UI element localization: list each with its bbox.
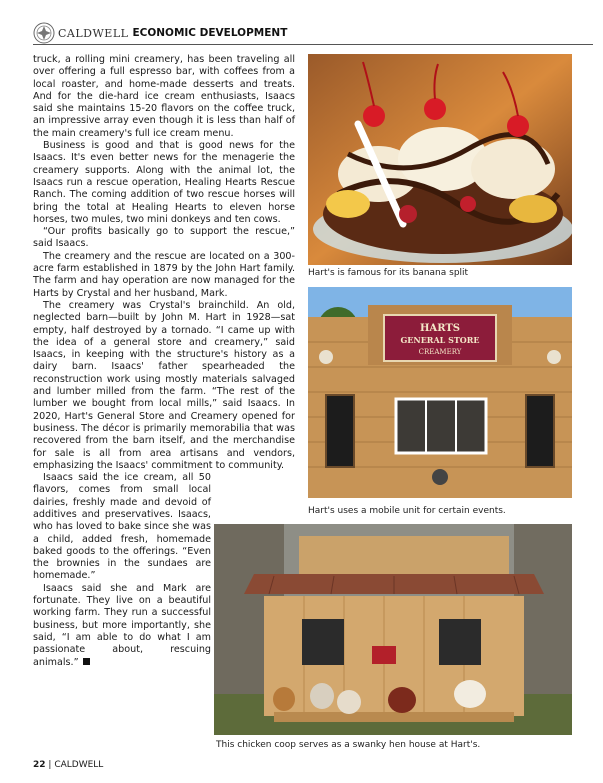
sign-line-creamery: CREAMERY (418, 348, 462, 356)
article-paragraph: Business is good and that is good news for the Isaacs. It's even better news for the menagerie the creamery supports. Along with the animal lot, the Isaacs run a rescue operation, Healing Hearts Rescue Ranch. The coming addition of two rescue horses will bring the total at Healing Hearts to eleven horse horses, two mules, two mini donkeys and ten cows. (33, 140, 295, 225)
header-divider (33, 44, 593, 45)
page-header (33, 22, 287, 44)
publication-name: CALDWELL (58, 26, 129, 40)
page-footer (33, 760, 103, 770)
chicken-coop-photo (214, 524, 572, 735)
article-paragraph: The creamery and the rescue are located on a 300-acre farm established in 1879 by the John Hart family. The farm and hay operation are now managed for the Harts by Crystal and her husband, Mark. (33, 250, 295, 299)
chicken-coop-caption: This chicken coop serves as a swanky hen house at Hart's. (216, 740, 481, 750)
mobile-unit-caption: Hart's uses a mobile unit for certain events. (308, 506, 506, 516)
end-mark-icon (83, 658, 90, 665)
footer-publication: CALDWELL (54, 760, 104, 770)
article-paragraph: truck, a rolling mini creamery, has been traveling all over offering a full espresso bar, with coffees from a local roaster, and home-made desserts and treats. And for the die-hard ice cream enthusiasts, Isaacs said she maintains 15-20 flavors on the coffee truck, an impressive array even though it is less than half of the main creamery's full ice cream menu. (33, 54, 295, 139)
banana-split-photo (308, 54, 572, 265)
article-paragraph: Isaacs said the ice cream, all 50 flavors, comes from small local dairies, freshly made and devoid of additives and preservatives. Isaacs, who has loved to bake since she was a child, added fresh, homemade baked goods to the offerings. “Even the brownies in the sundaes are homemade.” (33, 472, 211, 582)
caldwell-seal-icon (33, 22, 55, 44)
footer-separator: | (48, 760, 55, 770)
article-paragraph: “Our profits basically go to support the rescue,” said Isaacs. (33, 226, 295, 250)
banana-split-caption: Hart's is famous for its banana split (308, 268, 469, 278)
closing-paragraph-text: Isaacs said she and Mark are fortunate. They live on a beautiful working farm. They run a successful business, but more importantly, she said, “I am able to do what I am passionate about, rescuing animals.” (33, 582, 211, 668)
article-paragraph: The creamery was Crystal's brainchild. An old, neglected barn—built by John M. Hart in 1928—sat empty, half destroyed by a tornado. “I came up with the idea of a general store and creamery,” said Isaacs, in keeping with the structure's history as a dairy barn. Isaacs' father spearheaded the reconstruction work using mostly materials salvaged and lumber milled from the farm. “The rest of the lumber we bought from local mills,” said Isaacs. In 2020, Hart's General Store and Creamery opened for business. The décor is primarily memorabilia that was recovered from the barn itself, and the merchandise for sale is all from area artisans and vendors, emphasizing the Isaacs' commitment to community. (33, 299, 295, 471)
page-number: 22 (33, 760, 46, 770)
mobile-unit-photo (308, 287, 572, 498)
sign-line-general-store: GENERAL STORE (400, 335, 480, 345)
section-title: ECONOMIC DEVELOPMENT (132, 27, 288, 39)
sign-line-harts: HARTS (419, 323, 461, 334)
